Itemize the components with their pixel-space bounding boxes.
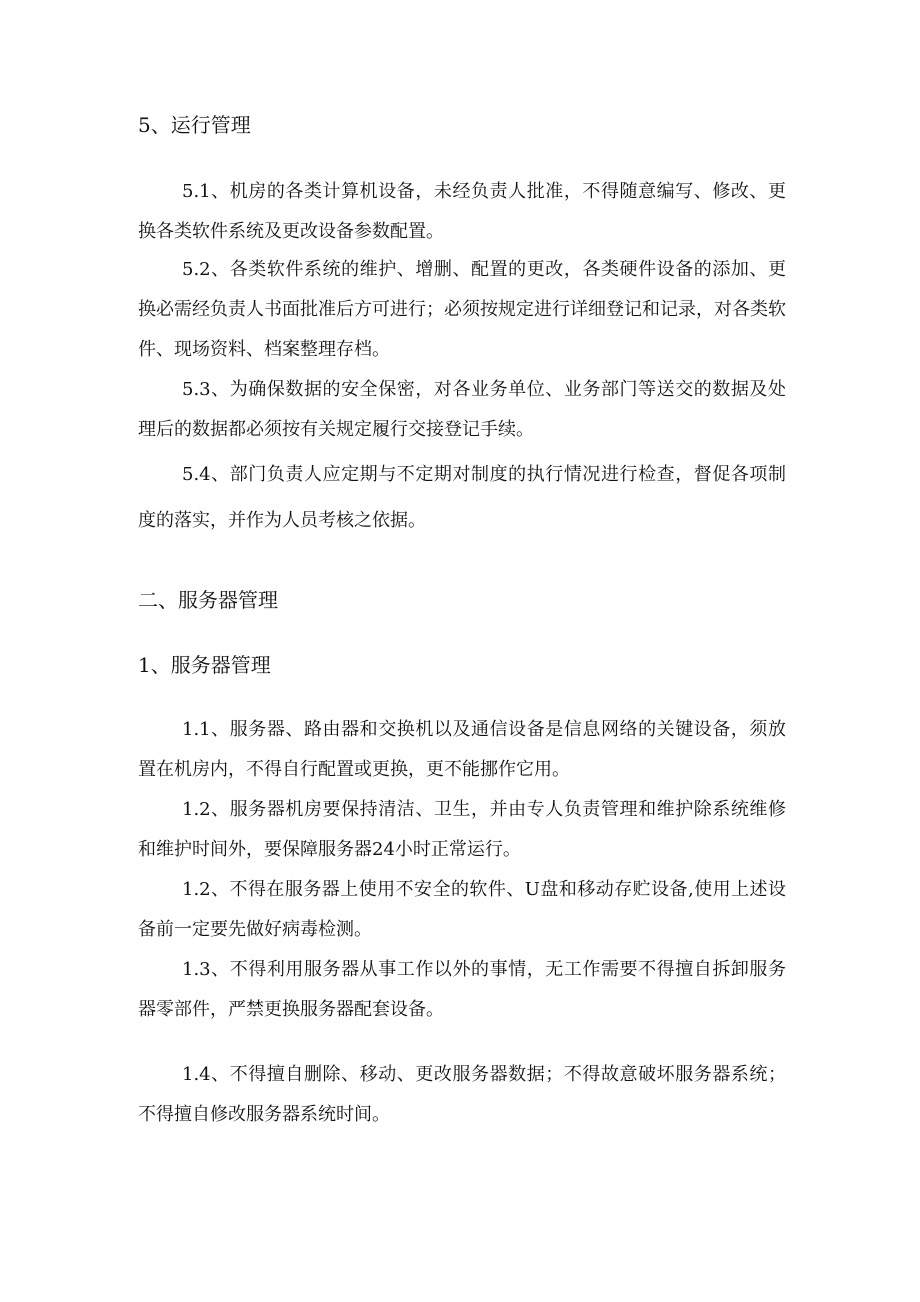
paragraph-5-3: 5.3、为确保数据的安全保密，对各业务单位、业务部门等送交的数据及处理后的数据都必须按有关规定履行交接登记手续。: [138, 379, 786, 440]
part-heading-server-management: 二、服务器管理: [138, 588, 278, 612]
paragraph-5-2: 5.2、各类软件系统的维护、增删、配置的更改，各类硬件设备的添加、更换必需经负责人书面批准后方可进行；必须按规定进行详细登记和记录，对各类软件、现场资料、档案整理存档。: [138, 259, 786, 360]
paragraph-1-4: 1.4、不得擅自删除、移动、更改服务器数据；不得故意破坏服务器系统；不得擅自修改服务器系统时间。: [138, 1064, 786, 1125]
paragraph-5-4: 5.4、部门负责人应定期与不定期对制度的执行情况进行检查，督促各项制度的落实，并作为人员考核之依据。: [138, 464, 786, 531]
paragraph-1-2b: 1.2、不得在服务器上使用不安全的软件、U盘和移动存贮设备,使用上述设备前一定要先做好病毒检测。: [138, 879, 786, 940]
paragraph-1-3: 1.3、不得利用服务器从事工作以外的事情，无工作需要不得擅自拆卸服务器零部件，严禁更换服务器配套设备。: [138, 959, 786, 1020]
paragraph-1-2a: 1.2、服务器机房要保持清洁、卫生，并由专人负责管理和维护除系统维修和维护时间外，要保障服务器24小时正常运行。: [138, 799, 786, 860]
paragraph-5-1: 5.1、机房的各类计算机设备，未经负责人批准，不得随意编写、修改、更换各类软件系统及更改设备参数配置。: [138, 181, 786, 242]
paragraph-1-1: 1.1、服务器、路由器和交换机以及通信设备是信息网络的关键设备，须放置在机房内，不得自行配置或更换，更不能挪作它用。: [138, 719, 786, 780]
section-heading-operation: 5、运行管理: [138, 113, 251, 137]
section-heading-server-management: 1、服务器管理: [138, 653, 271, 677]
